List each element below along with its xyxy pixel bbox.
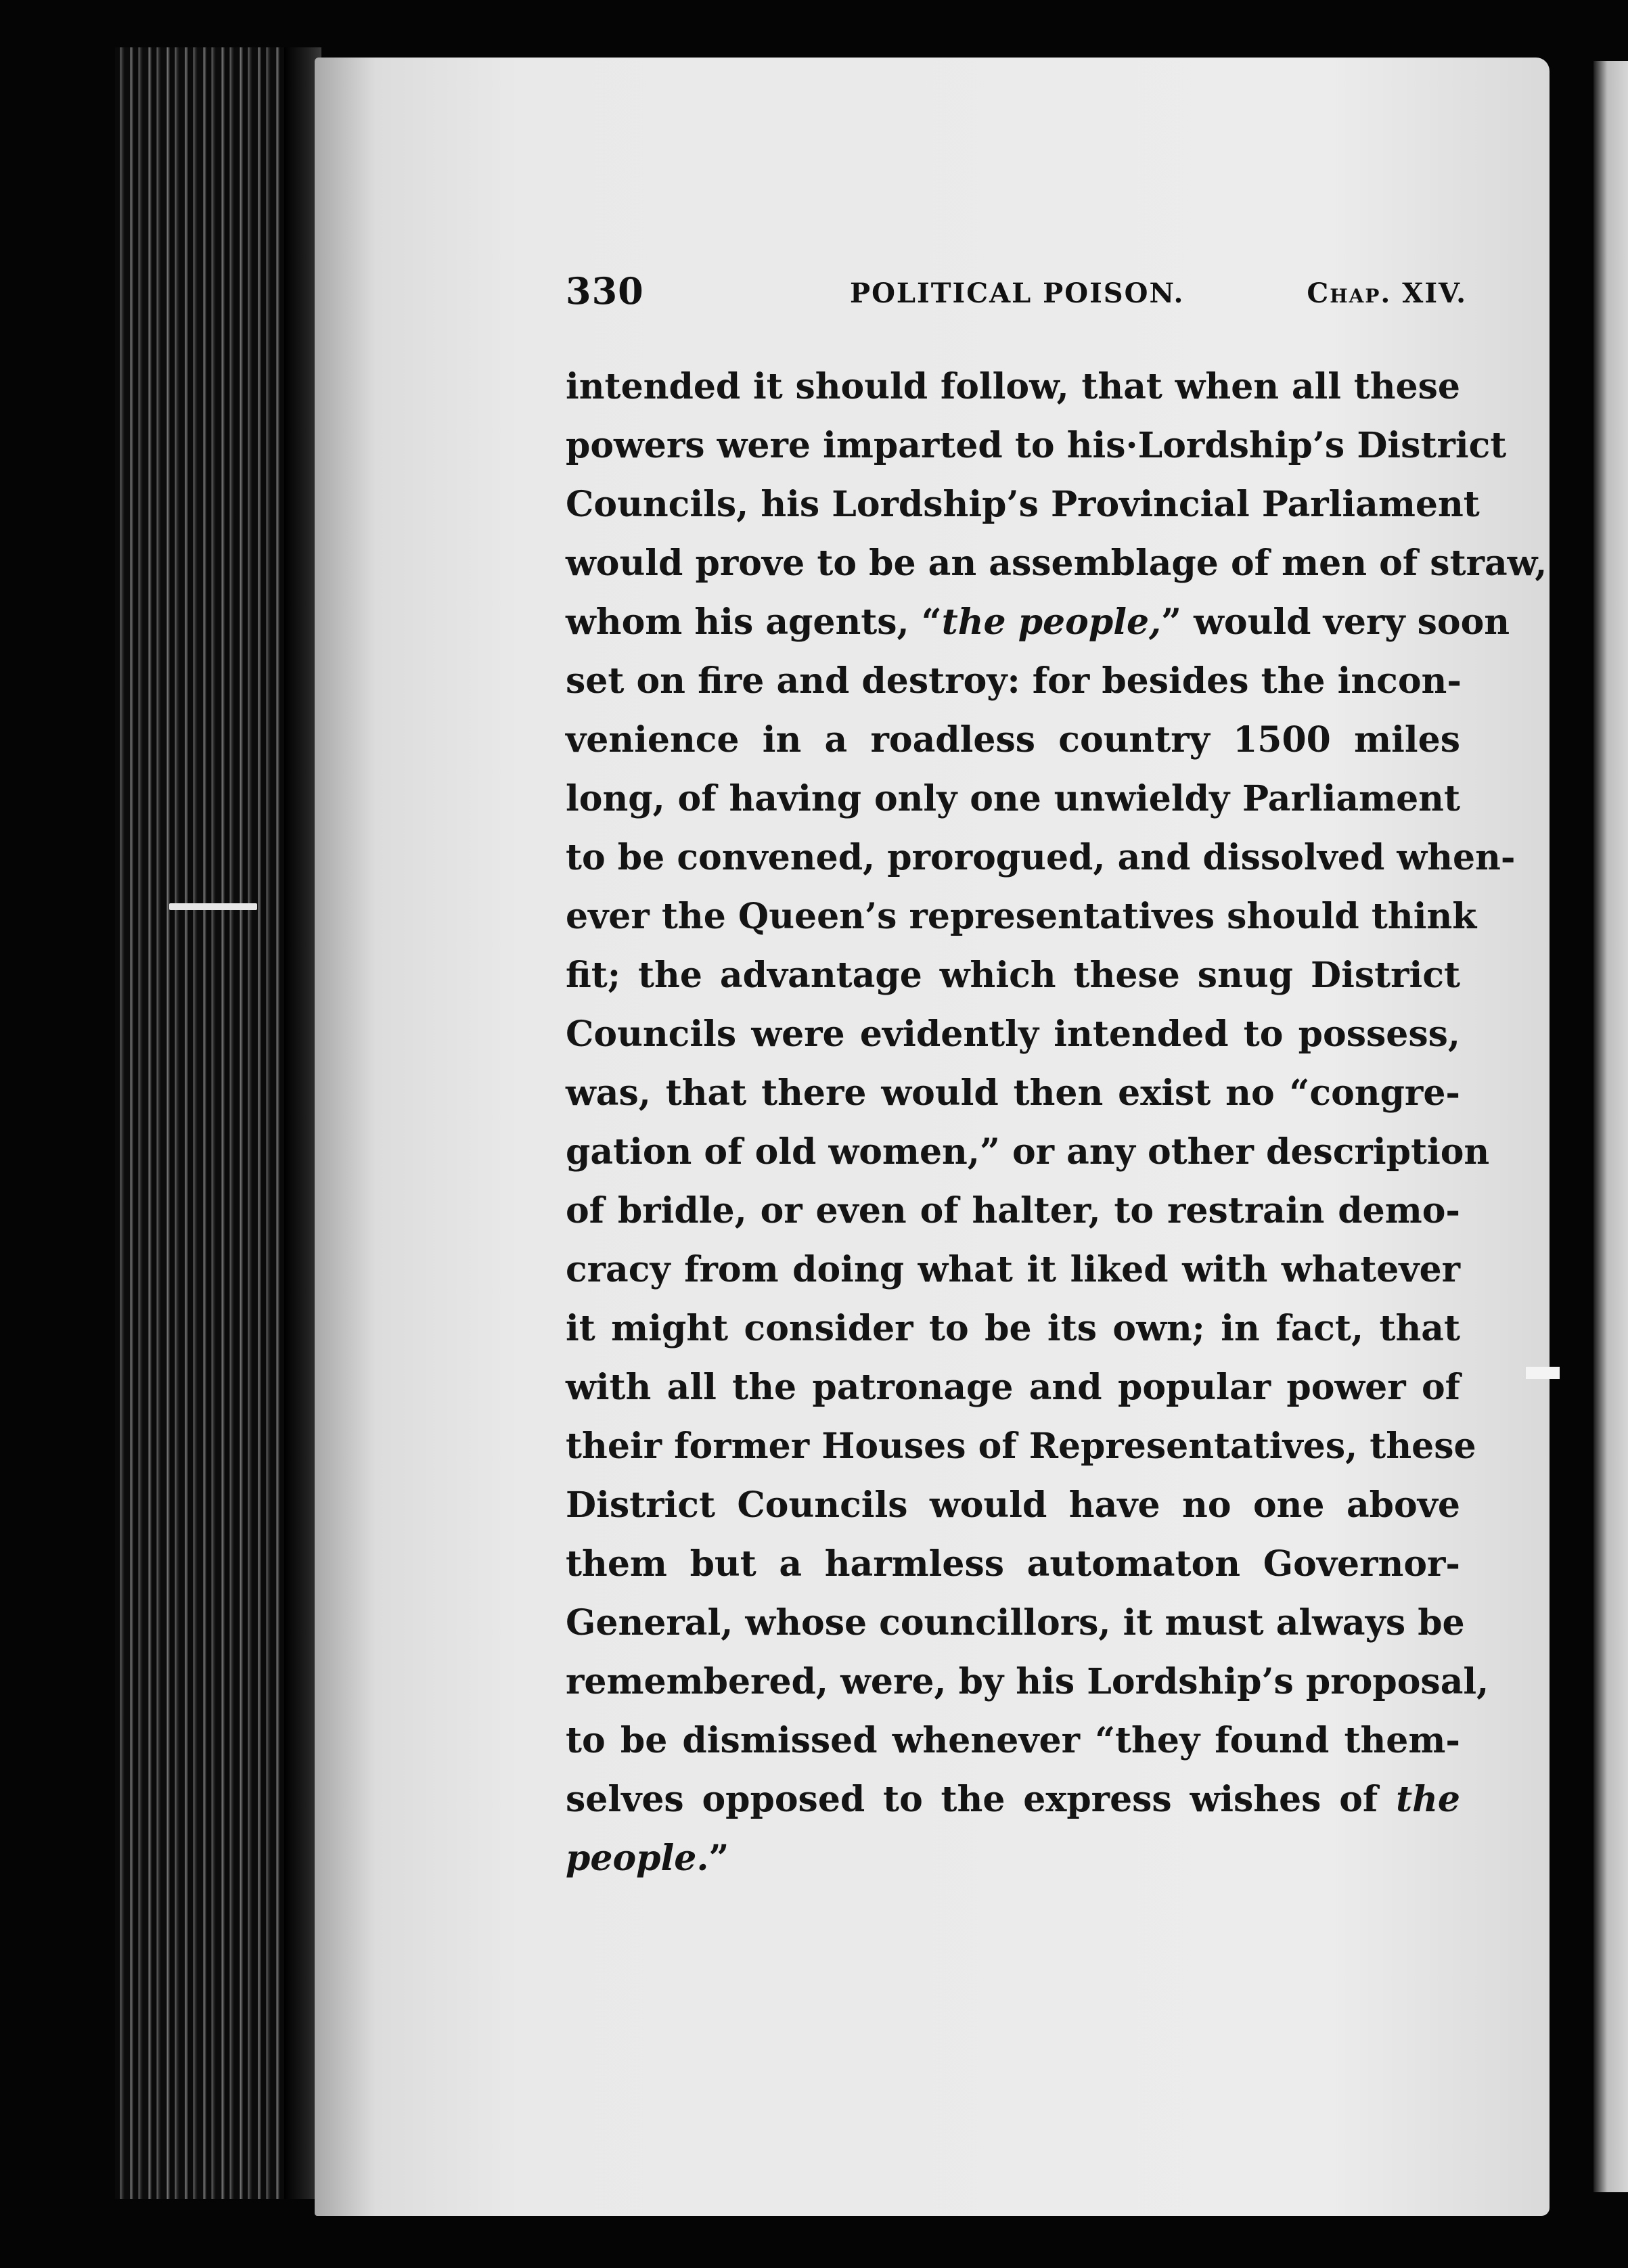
text-line: powers were imparted to his·Lordship’s District	[566, 425, 1507, 466]
italic-phrase: people.	[566, 1838, 709, 1879]
text-line: District Councils would have no one above	[566, 1484, 1460, 1526]
text-line: cracy from doing what it liked with whatever	[566, 1249, 1460, 1290]
text-line	[566, 1770, 1460, 1829]
text-line: Councils, his Lordship’s Provincial Parliament	[566, 484, 1480, 525]
running-title: POLITICAL POISON.	[850, 277, 1185, 309]
text-line: ever the Queen’s representatives should think	[566, 896, 1477, 937]
adjacent-page-edge	[1593, 61, 1628, 2192]
text-line	[566, 1829, 1460, 1888]
text-line: to be dismissed whenever “they found them-	[566, 1720, 1460, 1761]
italic-phrase: the	[1396, 1779, 1461, 1820]
body-text	[566, 357, 1547, 1888]
text-line: venience in a roadless country 1500 miles	[566, 719, 1460, 761]
text-line: was, that there would then exist no “congre-	[566, 1072, 1460, 1114]
text-line: gation of old women,” or any other description	[566, 1131, 1490, 1173]
text-line: fit; the advantage which these snug District	[566, 955, 1460, 996]
text-line: their former Houses of Representatives, these	[566, 1426, 1476, 1467]
right-gutter	[1550, 41, 1593, 2233]
text-line: remembered, were, by his Lordship’s proposal,	[566, 1661, 1489, 1702]
text-run: ”	[708, 1838, 729, 1879]
text-run: whom his agents, “	[566, 602, 942, 643]
text-run: ” would very soon	[1161, 602, 1510, 643]
italic-phrase: the people,	[941, 602, 1162, 643]
text-line: intended it should follow, that when all these	[566, 366, 1460, 407]
text-line: would prove to be an assemblage of men of straw,	[566, 543, 1547, 584]
stray-fiber-mark	[169, 903, 257, 910]
text-line: with all the patronage and popular power of	[566, 1367, 1460, 1408]
running-header	[566, 269, 1467, 313]
text-line: set on fire and destroy: for besides the incon-	[566, 660, 1462, 702]
page-number: 330	[566, 269, 644, 313]
text-line: Councils were evidently intended to possess,	[566, 1014, 1460, 1055]
text-line: it might consider to be its own; in fact, that	[566, 1308, 1460, 1349]
text-line: General, whose councillors, it must always be	[566, 1602, 1465, 1643]
text-line	[566, 593, 1510, 652]
text-line: long, of having only one unwieldy Parliament	[566, 778, 1460, 819]
text-line: them but a harmless automaton Governor-	[566, 1543, 1460, 1585]
text-run: selves opposed to the express wishes of	[566, 1779, 1378, 1820]
chapter-label: Chap. XIV.	[1307, 277, 1467, 309]
page-tear-mark	[1526, 1367, 1560, 1379]
text-line: to be convened, prorogued, and dissolved when-	[566, 837, 1516, 878]
text-line: of bridle, or even of halter, to restrain demo-	[566, 1190, 1460, 1231]
